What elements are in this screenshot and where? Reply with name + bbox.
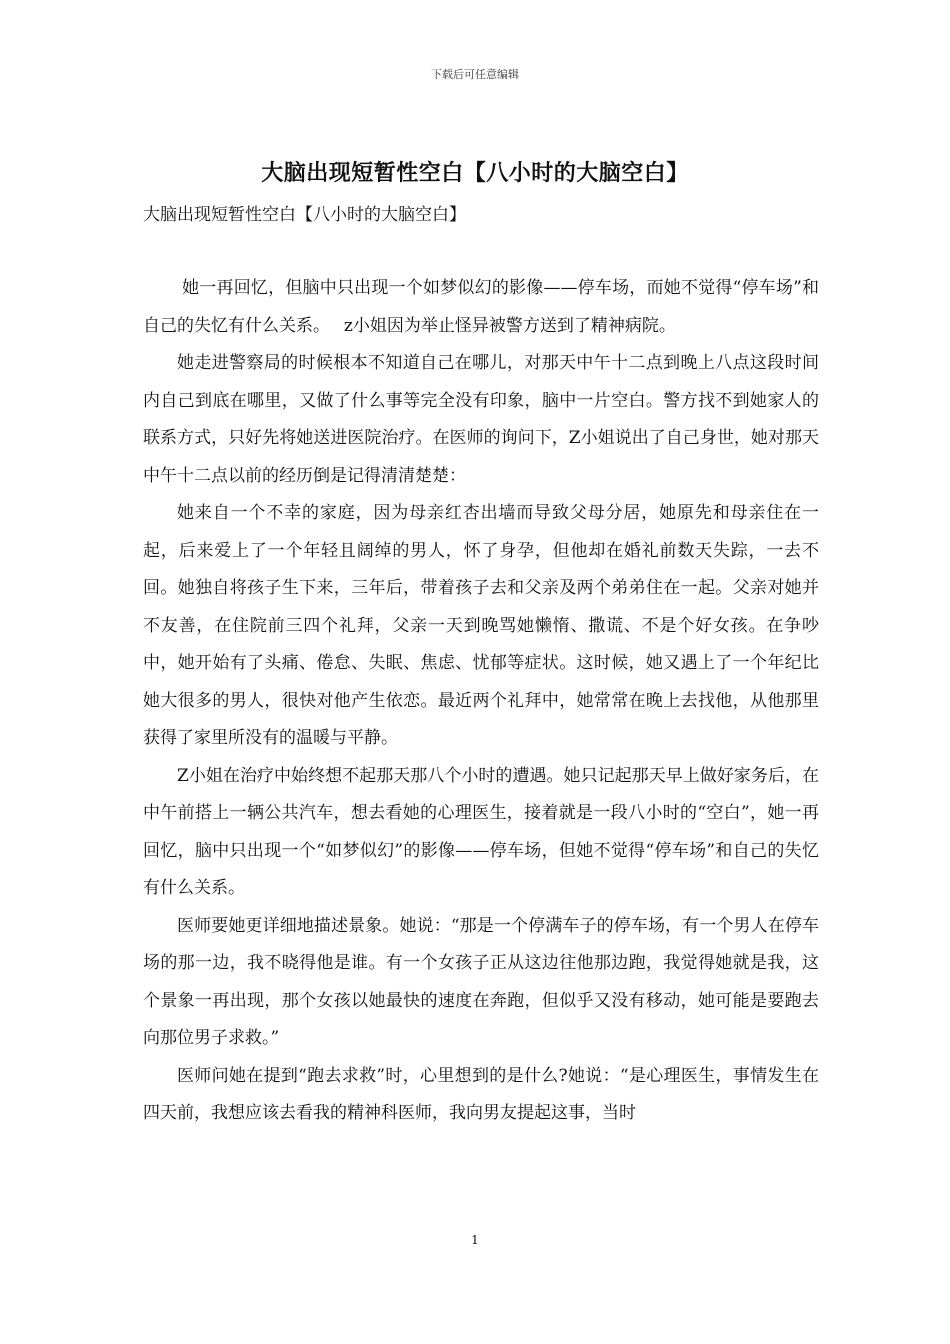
paragraph: 医师要她更详细地描述景象。她说：“那是一个停满车子的停车场，有一个男人在停车场的那一边，我不晓得他是谁。有一个女孩子正从这边往他那边跑，我觉得她就是我，这个景象一再出现，那个女孩以她最快的速度在奔跑，但似乎又没有移动，她可能是要跑去向那位男子求救。”	[143, 915, 819, 1048]
paragraph: 她来自一个不幸的家庭，因为母亲红杏出墙而导致父母分居，她原先和母亲住在一起，后来爱上了一个年轻且阔绰的男人，怀了身孕，但他却在婚礼前数天失踪，一去不回。她独自将孩子生下来，三年后，带着孩子去和父亲及两个弟弟住在一起。父亲对她并不友善，在住院前三四个礼拜，父亲一天到晚骂她懒惰、撒谎、不是个好女孩。在争吵中，她开始有了头痛、倦怠、失眠、焦虑、忧郁等症状。这时候，她又遇上了一个年纪比她大很多的男人，很快对他产生依恋。最近两个礼拜中，她常常在晚上去找他，从他那里获得了家里所没有的温暖与平静。	[143, 503, 819, 748]
body-text	[143, 270, 819, 1133]
paragraph: 医师问她在提到“跑去求救”时，心里想到的是什么?她说：“是心理医生，事情发生在四天前，我想应该去看我的精神科医师，我向男友提起这事，当时	[143, 1065, 819, 1123]
header-note: 下载后可任意编辑	[431, 68, 519, 81]
page-number: 1	[471, 1233, 479, 1247]
document-title: 大脑出现短暂性空白【八小时的大脑空白】	[261, 160, 689, 186]
document-subtitle: 大脑出现短暂性空白【八小时的大脑空白】	[143, 205, 466, 225]
paragraph: Z小姐在治疗中始终想不起那天那八个小时的遭遇。她只记起那天早上做好家务后，在中午前搭上一辆公共汽车，想去看她的心理医生，接着就是一段八小时的“空白”，她一再回忆，脑中只出现一个“如梦似幻”的影像——停车场，但她不觉得“停车场”和自己的失忆有什么关系。	[143, 765, 819, 898]
paragraph: 她走进警察局的时候根本不知道自己在哪儿，对那天中午十二点到晚上八点这段时间内自己到底在哪里，又做了什么事等完全没有印象，脑中一片空白。警方找不到她家人的联系方式，只好先将她送进医院治疗。在医师的询问下，Z小姐说出了自己身世，她对那天中午十二点以前的经历倒是记得清清楚楚：	[143, 353, 819, 486]
paragraph: 她一再回忆，但脑中只出现一个如梦似幻的影像——停车场，而她不觉得“停车场”和自己的失忆有什么关系。 z小姐因为举止怪异被警方送到了精神病院。	[143, 278, 819, 336]
